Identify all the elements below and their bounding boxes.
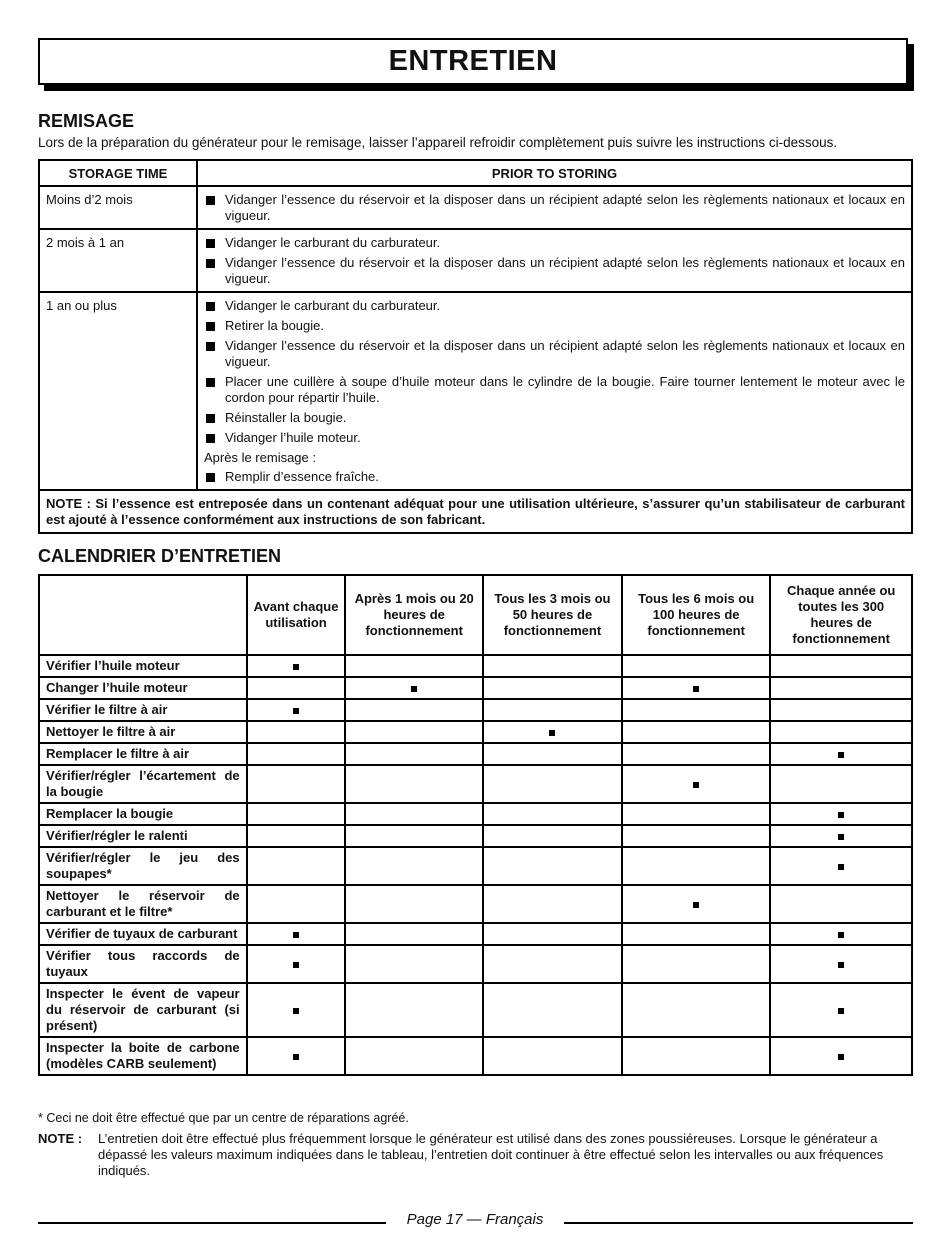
remisage-intro: Lors de la préparation du générateur pour le remisage, laisser l’appareil refroidir complètement puis suivre les instructions ci-dessous. <box>38 135 838 150</box>
schedule-cell <box>770 699 912 721</box>
schedule-row <box>39 803 912 825</box>
checkmark-square-icon <box>411 686 417 692</box>
schedule-cell <box>483 983 622 1037</box>
schedule-cell <box>483 699 622 721</box>
storage-time-cell: Moins d’2 mois <box>39 186 197 229</box>
schedule-cell <box>622 847 770 885</box>
bullet-item <box>204 298 905 314</box>
schedule-column-header: Tous les 3 mois ou 50 heures de fonctionnement <box>483 575 622 655</box>
bullet-text: Vidanger l’huile moteur. <box>225 430 361 445</box>
schedule-row <box>39 945 912 983</box>
bullet-item <box>204 430 905 446</box>
storage-time-cell: 1 an ou plus <box>39 292 197 490</box>
schedule-cell <box>483 743 622 765</box>
footer-rule-left <box>38 1222 386 1224</box>
schedule-cell <box>247 1037 346 1075</box>
square-bullet-icon <box>206 414 215 423</box>
bullet-item <box>204 410 905 426</box>
schedule-task: Vérifier l’huile moteur <box>39 655 247 677</box>
schedule-task: Inspecter la boite de carbone (modèles CARB seulement) <box>39 1037 247 1075</box>
checkmark-square-icon <box>838 834 844 840</box>
checkmark-square-icon <box>838 1008 844 1014</box>
schedule-task: Nettoyer le filtre à air <box>39 721 247 743</box>
square-bullet-icon <box>206 196 215 205</box>
bullet-item <box>204 469 905 485</box>
instruction-text <box>204 450 905 466</box>
square-bullet-icon <box>206 473 215 482</box>
schedule-cell <box>345 847 482 885</box>
maintenance-note <box>38 1131 900 1179</box>
schedule-row <box>39 765 912 803</box>
schedule-cell <box>483 765 622 803</box>
bullet-text: Vidanger l’essence du réservoir et la disposer dans un récipient adapté selon les règlements nationaux et locaux en vigueur. <box>225 338 905 369</box>
schedule-cell <box>483 1037 622 1075</box>
col-prior-to-storing: PRIOR TO STORING <box>197 160 912 186</box>
schedule-cell <box>483 721 622 743</box>
checkmark-square-icon <box>293 1054 299 1060</box>
checkmark-square-icon <box>838 962 844 968</box>
schedule-cell <box>345 983 482 1037</box>
page-title-box <box>38 38 908 85</box>
checkmark-square-icon <box>293 708 299 714</box>
schedule-cell <box>247 655 346 677</box>
checkmark-square-icon <box>693 686 699 692</box>
storage-instructions-cell <box>197 229 912 292</box>
schedule-cell <box>483 655 622 677</box>
schedule-cell <box>770 803 912 825</box>
square-bullet-icon <box>206 434 215 443</box>
schedule-cell <box>345 885 482 923</box>
schedule-cell <box>770 677 912 699</box>
checkmark-square-icon <box>293 664 299 670</box>
page-title: ENTRETIEN <box>388 45 558 77</box>
bullet-item <box>204 374 905 406</box>
schedule-row <box>39 983 912 1037</box>
schedule-cell <box>770 847 912 885</box>
schedule-cell <box>622 1037 770 1075</box>
schedule-cell <box>622 765 770 803</box>
schedule-task: Inspecter le évent de vapeur du réservoir de carburant (si présent) <box>39 983 247 1037</box>
schedule-task: Vérifier/régler le jeu des soupapes* <box>39 847 247 885</box>
schedule-cell <box>247 923 346 945</box>
schedule-task: Nettoyer le réservoir de carburant et le filtre* <box>39 885 247 923</box>
square-bullet-icon <box>206 239 215 248</box>
schedule-cell <box>247 945 346 983</box>
schedule-cell <box>483 825 622 847</box>
schedule-cell <box>247 983 346 1037</box>
schedule-task: Vérifier tous raccords de tuyaux <box>39 945 247 983</box>
schedule-row <box>39 847 912 885</box>
schedule-cell <box>770 655 912 677</box>
checkmark-square-icon <box>838 864 844 870</box>
schedule-row <box>39 1037 912 1075</box>
bullet-text: Réinstaller la bougie. <box>225 410 347 425</box>
bullet-text: Vidanger l’essence du réservoir et la disposer dans un récipient adapté selon les règlements nationaux et locaux en vigueur. <box>225 255 905 286</box>
schedule-cell <box>483 677 622 699</box>
bullet-item <box>204 255 905 287</box>
schedule-table <box>38 574 913 1076</box>
schedule-cell <box>345 765 482 803</box>
bullet-text: Vidanger le carburant du carburateur. <box>225 298 441 313</box>
schedule-cell <box>770 825 912 847</box>
schedule-cell <box>483 945 622 983</box>
schedule-cell <box>247 677 346 699</box>
footer-rule-right <box>564 1222 913 1224</box>
remisage-heading: REMISAGE <box>38 111 135 131</box>
schedule-cell <box>770 923 912 945</box>
bullet-text: Retirer la bougie. <box>225 318 324 333</box>
storage-time-cell: 2 mois à 1 an <box>39 229 197 292</box>
schedule-row <box>39 885 912 923</box>
schedule-cell <box>247 721 346 743</box>
schedule-cell <box>622 743 770 765</box>
schedule-cell <box>770 983 912 1037</box>
checkmark-square-icon <box>838 752 844 758</box>
checkmark-square-icon <box>293 1008 299 1014</box>
schedule-cell <box>622 885 770 923</box>
schedule-cell <box>483 847 622 885</box>
schedule-cell <box>622 699 770 721</box>
checkmark-square-icon <box>549 730 555 736</box>
col-storage-time: STORAGE TIME <box>39 160 197 186</box>
schedule-cell <box>483 923 622 945</box>
schedule-cell <box>345 721 482 743</box>
col-task <box>39 575 247 655</box>
storage-table-header <box>39 160 912 186</box>
schedule-column-header: Après 1 mois ou 20 heures de fonctionnement <box>345 575 482 655</box>
schedule-cell <box>345 803 482 825</box>
schedule-cell <box>247 699 346 721</box>
storage-row <box>39 292 912 490</box>
schedule-cell <box>483 885 622 923</box>
schedule-cell <box>247 847 346 885</box>
schedule-cell <box>770 1037 912 1075</box>
schedule-task: Remplacer la bougie <box>39 803 247 825</box>
bullet-text: Vidanger l’essence du réservoir et la disposer dans un récipient adapté selon les règlements nationaux et locaux en vigueur. <box>225 192 905 223</box>
bullet-item <box>204 192 905 224</box>
square-bullet-icon <box>206 378 215 387</box>
checkmark-square-icon <box>838 932 844 938</box>
schedule-cell <box>247 825 346 847</box>
schedule-cell <box>247 803 346 825</box>
storage-instructions-cell <box>197 292 912 490</box>
bullet-item <box>204 318 905 334</box>
schedule-cell <box>483 803 622 825</box>
square-bullet-icon <box>206 342 215 351</box>
schedule-task: Vérifier/régler le ralenti <box>39 825 247 847</box>
bullet-text: Vidanger le carburant du carburateur. <box>225 235 441 250</box>
schedule-row <box>39 699 912 721</box>
schedule-cell <box>345 699 482 721</box>
schedule-column-header: Chaque année ou toutes les 300 heures de fonctionnement <box>770 575 912 655</box>
schedule-row <box>39 825 912 847</box>
checkmark-square-icon <box>838 1054 844 1060</box>
schedule-cell <box>345 1037 482 1075</box>
schedule-cell <box>622 721 770 743</box>
schedule-row <box>39 655 912 677</box>
schedule-cell <box>622 945 770 983</box>
schedule-task: Changer l’huile moteur <box>39 677 247 699</box>
checkmark-square-icon <box>293 932 299 938</box>
schedule-task: Remplacer le filtre à air <box>39 743 247 765</box>
storage-note: NOTE : Si l’essence est entreposée dans un contenant adéquat pour une utilisation ultérieure, s’assurer qu’un stabilisateur de carburant est ajouté à l’essence conformément aux instructions de son fabricant. <box>39 490 912 533</box>
schedule-cell <box>345 945 482 983</box>
bullet-text: Placer une cuillère à soupe d’huile moteur dans le cylindre de la bougie. Faire tourner lentement le moteur avec le cordon pour répartir l’huile. <box>225 374 905 405</box>
schedule-cell <box>622 655 770 677</box>
schedule-row <box>39 923 912 945</box>
schedule-task: Vérifier le filtre à air <box>39 699 247 721</box>
checkmark-square-icon <box>693 782 699 788</box>
schedule-cell <box>622 983 770 1037</box>
note-label: NOTE : <box>38 1131 83 1146</box>
schedule-cell <box>247 743 346 765</box>
schedule-cell <box>247 885 346 923</box>
schedule-cell <box>770 885 912 923</box>
schedule-cell <box>770 945 912 983</box>
schedule-footnote: * Ceci ne doit être effectué que par un centre de réparations agréé. <box>38 1111 409 1125</box>
schedule-cell <box>622 825 770 847</box>
schedule-task: Vérifier de tuyaux de carburant <box>39 923 247 945</box>
storage-instructions-cell <box>197 186 912 229</box>
schedule-column-header: Tous les 6 mois ou 100 heures de fonctionnement <box>622 575 770 655</box>
bullet-text: Remplir d’essence fraîche. <box>225 469 379 484</box>
schedule-cell <box>770 743 912 765</box>
bullet-text: Après le remisage : <box>204 450 316 465</box>
schedule-table-header <box>39 575 912 655</box>
square-bullet-icon <box>206 259 215 268</box>
schedule-row <box>39 721 912 743</box>
storage-table <box>38 159 913 534</box>
checkmark-square-icon <box>838 812 844 818</box>
checkmark-square-icon <box>293 962 299 968</box>
schedule-cell <box>345 655 482 677</box>
note-text: L’entretien doit être effectué plus fréquemment lorsque le générateur est utilisé dans des zones poussiéreuses. Lorsque le générateur a dépassé les valeurs maximum indiquées dans le tableau, l’entretien doit continuer à être effectué selon les intervalles ou aux fréquences indiqués. <box>98 1131 884 1178</box>
schedule-cell <box>345 923 482 945</box>
bullet-item <box>204 338 905 370</box>
schedule-cell <box>247 765 346 803</box>
calendrier-heading: CALENDRIER D’ENTRETIEN <box>38 546 282 566</box>
schedule-cell <box>770 765 912 803</box>
schedule-cell <box>622 923 770 945</box>
schedule-row <box>39 677 912 699</box>
schedule-cell <box>345 825 482 847</box>
square-bullet-icon <box>206 322 215 331</box>
storage-note-row <box>39 490 912 533</box>
schedule-cell <box>622 803 770 825</box>
storage-row <box>39 229 912 292</box>
square-bullet-icon <box>206 302 215 311</box>
schedule-row <box>39 743 912 765</box>
checkmark-square-icon <box>693 902 699 908</box>
schedule-cell <box>345 743 482 765</box>
schedule-cell <box>622 677 770 699</box>
page-footer: Page 17 — Français <box>406 1211 544 1228</box>
bullet-item <box>204 235 905 251</box>
schedule-task: Vérifier/régler l’écartement de la bougie <box>39 765 247 803</box>
schedule-cell <box>345 677 482 699</box>
storage-row <box>39 186 912 229</box>
schedule-cell <box>770 721 912 743</box>
schedule-column-header: Avant chaque utilisation <box>247 575 346 655</box>
